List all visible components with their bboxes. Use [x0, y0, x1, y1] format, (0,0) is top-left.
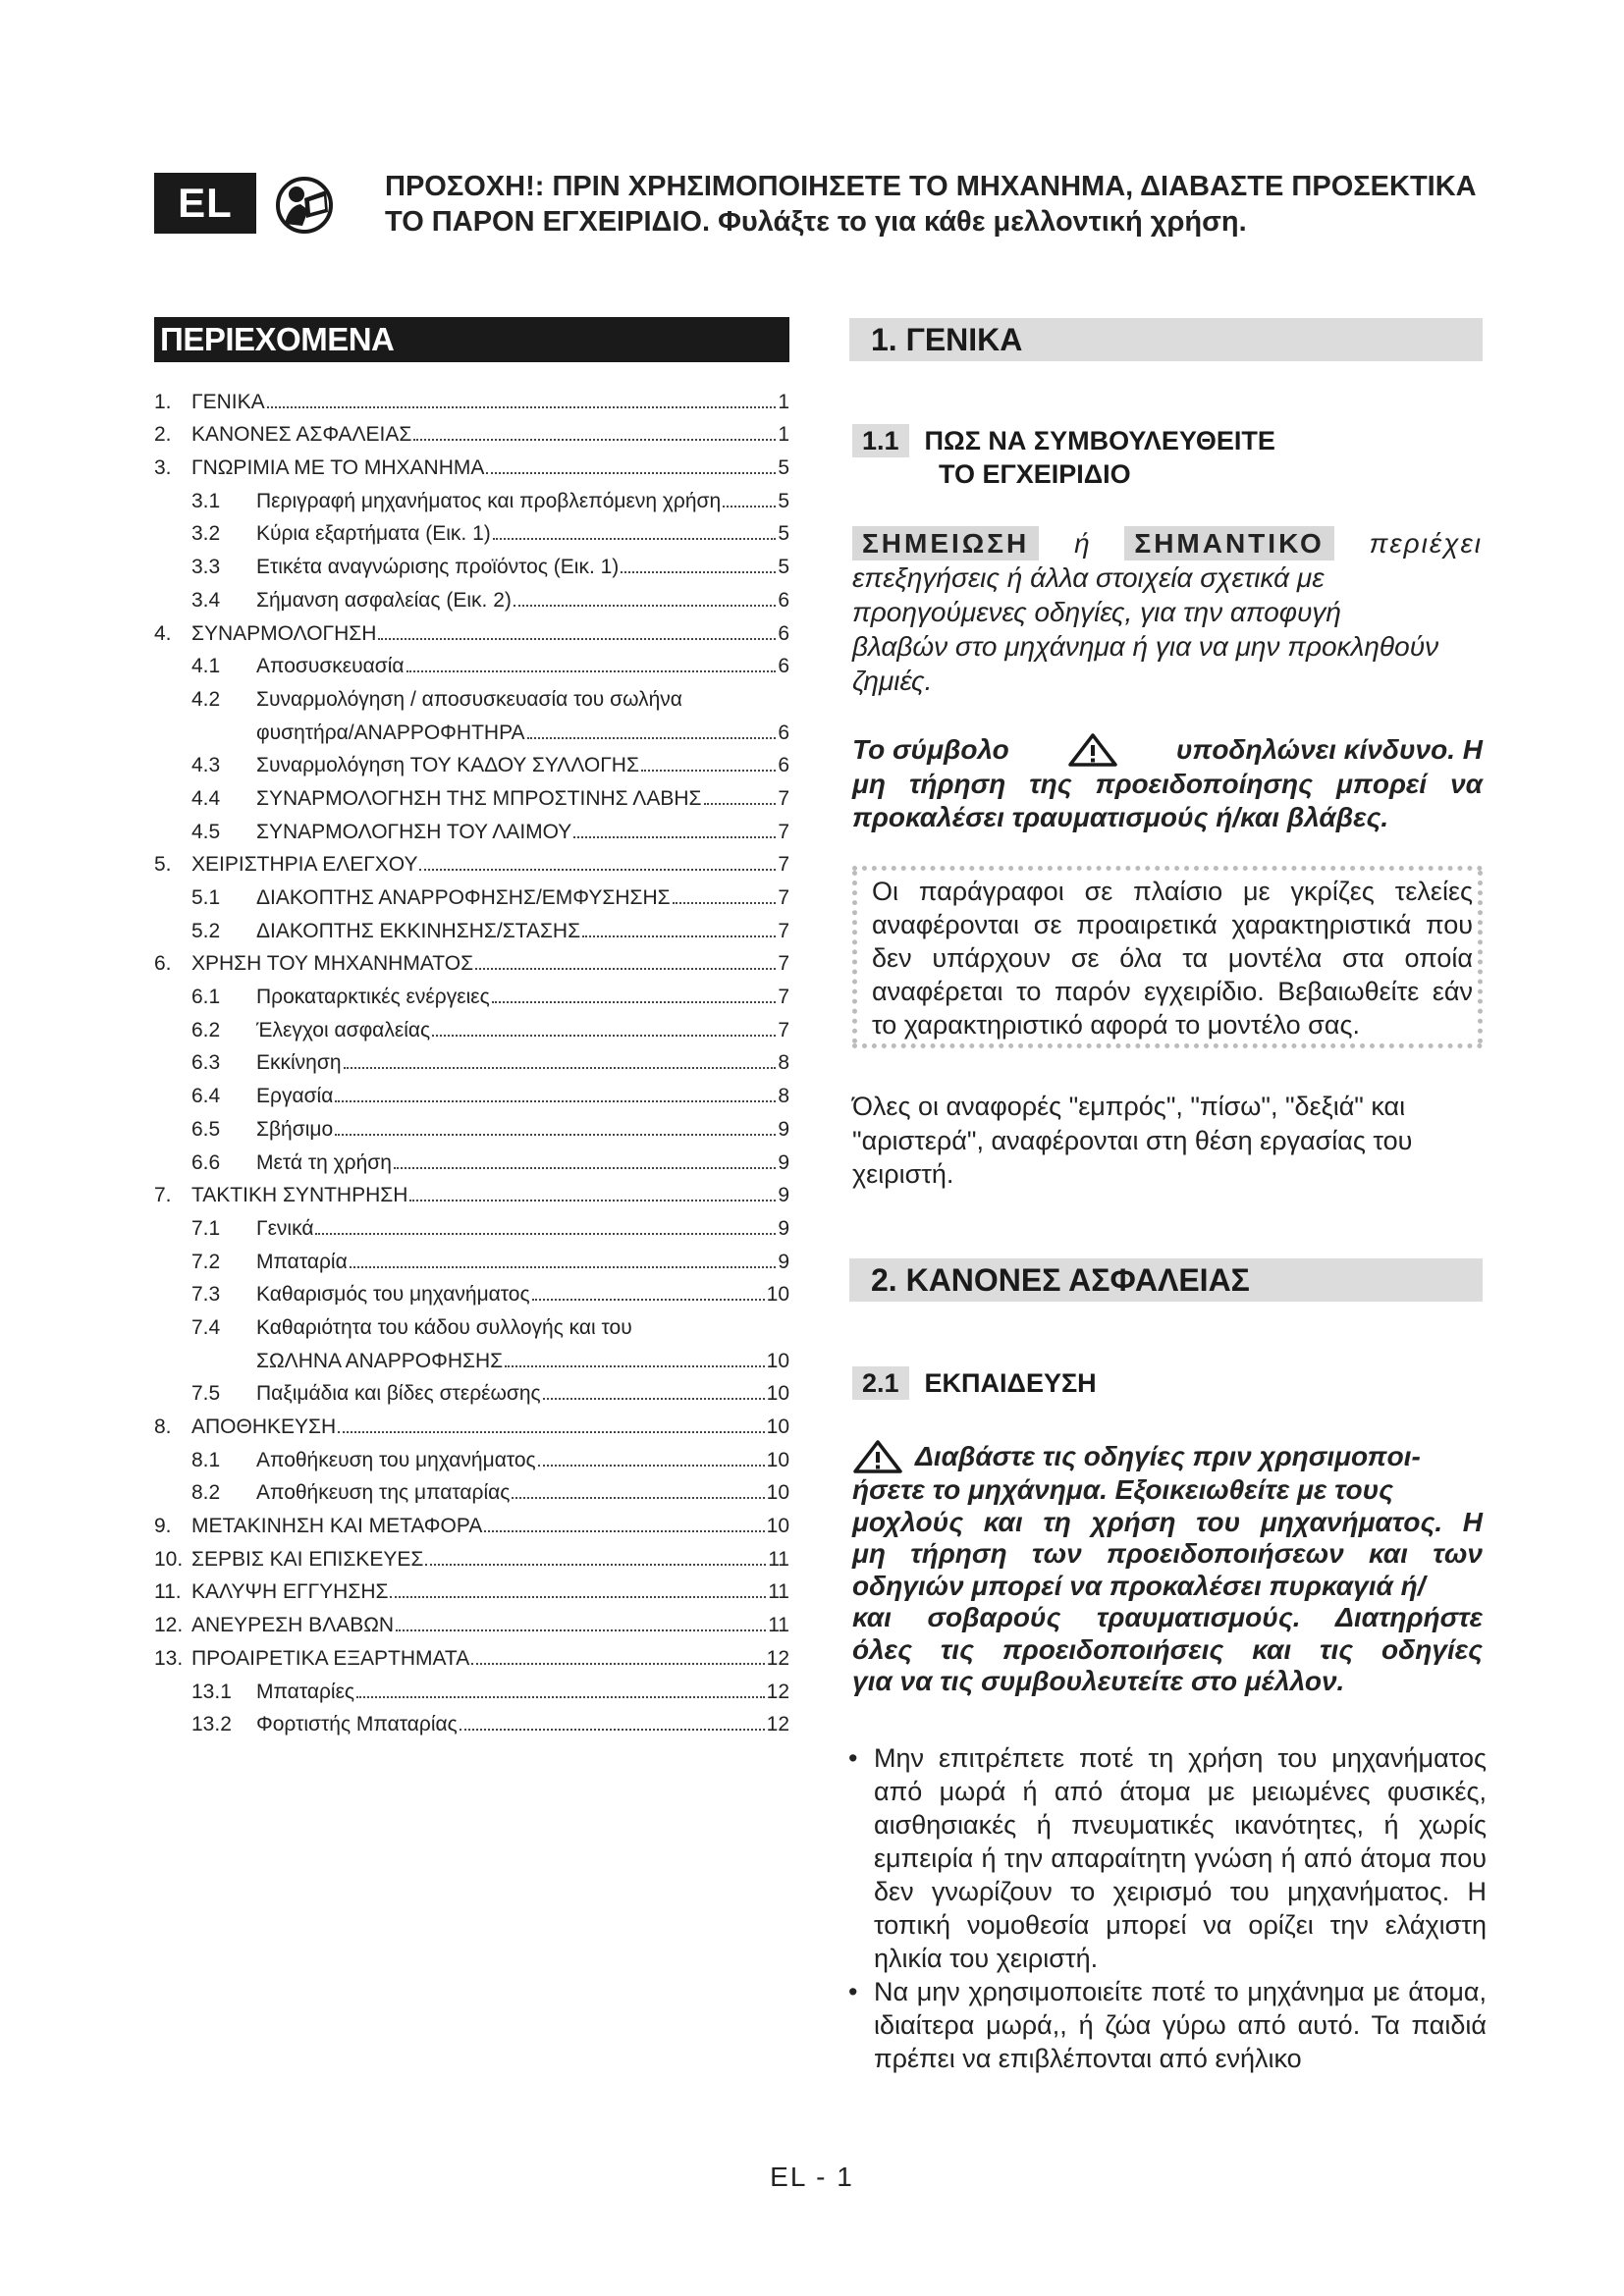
- toc-entry[interactable]: [154, 480, 789, 513]
- toc-entry-page: 9: [778, 1117, 789, 1141]
- toc-entry-title: Μπαταρία: [256, 1250, 348, 1273]
- toc-entry[interactable]: [154, 1604, 789, 1637]
- toc-entry-number: 3.4: [191, 588, 221, 612]
- toc-entry[interactable]: [154, 513, 789, 547]
- toc-entry-page: 8: [778, 1051, 789, 1075]
- toc-entry-page: 10: [766, 1283, 789, 1307]
- toc-entry-number: 6.5: [191, 1117, 221, 1141]
- warning-line-1: ΠΡΟΣΟΧΗ!: ΠΡΙΝ ΧΡΗΣΙΜΟΠΟΙΗΣΕΤΕ ΤΟ ΜΗΧΑΝΗΜΑ, ΔΙΑΒΑΣΤΕ ΠΡΟΣΕΚΤΙΚΑ: [385, 171, 1477, 202]
- toc-entry[interactable]: [154, 646, 789, 679]
- toc-entry-number: 3.2: [191, 522, 221, 546]
- toc-entry[interactable]: [154, 943, 789, 977]
- toc-leader-dots: [543, 1398, 765, 1400]
- toc-entry-number: 3.3: [191, 556, 221, 579]
- bullet-text: Μην επιτρέπετε ποτέ τη χρήση του μηχανήματος από μωρά ή από άτομα με μειωμένες φυσικές, αισθησιακές ή πνευματικές ικανότητες, ή χωρίς εμπειρία ή την απαραίτητη γνώση ή από άτομα που δεν γνωρίζουν το χειρισμό του μηχανήματος. Η τοπική νομοθεσία μπορεί να ορίζει την ελάχιστη ηλικία του χειριστή.: [874, 1743, 1487, 1973]
- toc-entry-title: φυσητήρα/ΑΝΑΡΡΟΦΗΤΗΡΑ: [256, 721, 525, 744]
- warn-line-7: όλες τις προειδοποιήσεις και τις οδηγίες: [852, 1633, 1483, 1665]
- toc-entry-number: 3.1: [191, 489, 221, 512]
- toc-entry-title: Συναρμολόγηση / αποσυσκευασία του σωλήνα: [256, 687, 682, 711]
- toc-entry-title: ΚΑΛΥΨΗ ΕΓΓΥΗΣΗΣ: [191, 1580, 389, 1604]
- toc-entry-page: 5: [778, 556, 789, 579]
- symbol-line-1a: Το σύμβολο: [852, 734, 1009, 765]
- optional-feature-text: Οι παράγραφοι σε πλαίσιο με γκρίζες τελείες αναφέρονται σε προαιρετικά χαρακτηριστικά που δεν υπάρχουν σε όλα τα μοντέλα στα οποία αναφέρεται το παρόν εγχειρίδιο. Βεβαιωθείτε εάν το χαρακτηριστικό αφορά το μοντέλο σας.: [872, 877, 1473, 1040]
- toc-entry-title: Συναρμολόγηση ΤΟΥ ΚΑΔΟΥ ΣΥΛΛΟΓΗΣ: [256, 754, 639, 777]
- bullet-icon: •: [848, 1977, 858, 2006]
- toc-entry-page: 9: [778, 1150, 789, 1174]
- toc-entry-title: ΓΝΩΡΙΜΙΑ ΜΕ ΤΟ ΜΗΧΑΝΗΜΑ: [191, 456, 485, 480]
- toc-entry[interactable]: [154, 447, 789, 480]
- toc-entry[interactable]: [154, 1538, 789, 1572]
- toc-leader-dots: [267, 406, 777, 408]
- toc-entry[interactable]: [154, 976, 789, 1009]
- toc-entry[interactable]: [154, 613, 789, 646]
- toc-entry-number: 4.1: [191, 655, 221, 678]
- toc-entry[interactable]: [154, 1439, 789, 1472]
- toc-entry[interactable]: [154, 1241, 789, 1274]
- note-line-1-end: περιέχει: [1369, 528, 1483, 559]
- toc-entry-number: 10.: [154, 1547, 184, 1571]
- directions-line-3: χειριστή.: [852, 1159, 954, 1189]
- warn-line-3: μοχλούς και τη χρήση του μηχανήματος. Η: [852, 1506, 1483, 1537]
- toc-entry-title: Σβήσιμο: [256, 1117, 334, 1141]
- toc-entry-page: 10: [766, 1349, 789, 1372]
- page-number: EL - 1: [770, 2162, 854, 2192]
- subsection-title: ΕΚΠΑΙΔΕΥΣΗ: [924, 1368, 1097, 1398]
- toc-leader-dots: [390, 1596, 766, 1598]
- subsection-number: 1.1: [852, 424, 909, 457]
- toc-entry-number: 13.: [154, 1646, 184, 1670]
- danger-symbol-explanation: [852, 732, 1483, 834]
- warn-line-2: ήσετε το μηχάνημα. Εξοικειωθείτε με τους: [852, 1474, 1394, 1505]
- toc-entry-page: 7: [778, 886, 789, 909]
- toc-entry-page: 7: [778, 853, 789, 877]
- toc-entry[interactable]: [154, 414, 789, 448]
- or-word: ή: [1074, 528, 1090, 559]
- toc-leader-dots: [419, 869, 776, 871]
- toc-entry-title: Αποσυσκευασία: [256, 655, 405, 678]
- toc-entry-page: 10: [766, 1448, 789, 1471]
- toc-entry-title: ΣΩΛΗΝΑ ΑΝΑΡΡΟΦΗΣΗΣ: [256, 1349, 504, 1372]
- toc-entry[interactable]: [154, 1373, 789, 1407]
- toc-entry-page: 7: [778, 786, 789, 810]
- toc-entry-number: 12.: [154, 1614, 184, 1637]
- toc-entry-title: Περιγραφή μηχανήματος και προβλεπόμενη χρήση: [256, 489, 722, 512]
- toc-leader-dots: [409, 1200, 776, 1201]
- toc-entry-number: 13.2: [191, 1713, 232, 1736]
- warning-triangle-icon: [1067, 732, 1118, 768]
- toc-entry-title: Καθαριότητα του κάδου συλλογής και του: [256, 1315, 632, 1339]
- toc-entry-page: 6: [778, 621, 789, 645]
- toc-entry-number: 2.: [154, 423, 172, 447]
- toc-entry-title: ΣΥΝΑΡΜΟΛΟΓΗΣΗ: [191, 621, 377, 645]
- toc-entry-title: ΧΕΙΡΙΣΤΗΡΙΑ ΕΛΕΓΧΟΥ: [191, 853, 418, 877]
- toc-entry-title: ΣΕΡΒΙΣ ΚΑΙ ΕΠΙΣΚΕΥΕΣ: [191, 1547, 424, 1571]
- symbol-line-3: προκαλέσει τραυματισμούς ή/και βλάβες.: [852, 802, 1389, 832]
- section-1-heading: 1. ΓΕΝΙΚΑ: [849, 318, 1483, 361]
- toc-entry-title: ΠΡΟΑΙΡΕΤΙΚΑ ΕΞΑΡΤΗΜΑΤΑ: [191, 1646, 470, 1670]
- toc-entry[interactable]: [154, 546, 789, 579]
- toc-leader-dots: [356, 1696, 765, 1698]
- table-of-contents: [154, 381, 789, 1736]
- toc-entry-title: Κύρια εξαρτήματα (Εικ. 1): [256, 522, 491, 546]
- toc-leader-dots: [396, 1629, 766, 1631]
- toc-entry-title: Εργασία: [256, 1085, 334, 1108]
- toc-entry[interactable]: [154, 1142, 789, 1175]
- toc-entry-number: 6.2: [191, 1018, 221, 1041]
- toc-leader-dots: [475, 968, 776, 970]
- toc-entry-page: 7: [778, 1018, 789, 1041]
- toc-entry[interactable]: [154, 1505, 789, 1538]
- toc-entry-title: Παξιμάδια και βίδες στερέωσης: [256, 1382, 541, 1406]
- toc-leader-dots: [338, 1431, 764, 1433]
- directions-line-2: "αριστερά", αναφέρονται στη θέση εργασίας του: [852, 1125, 1413, 1155]
- section-2-heading: 2. ΚΑΝΟΝΕΣ ΑΣΦΑΛΕΙΑΣ: [849, 1258, 1483, 1302]
- toc-leader-dots: [486, 472, 776, 474]
- toc-leader-dots: [673, 902, 777, 904]
- toc-entry[interactable]: [154, 1704, 789, 1737]
- directions-line-1: Όλες οι αναφορές "εμπρός", "πίσω", "δεξιά" και: [852, 1092, 1406, 1121]
- warn-line-4: μη τήρηση των προειδοποιήσεων και των: [852, 1538, 1483, 1569]
- toc-entry-number: 4.2: [191, 687, 221, 711]
- toc-leader-dots: [573, 836, 776, 838]
- toc-entry-page: 9: [778, 1184, 789, 1207]
- toc-entry-title: ΧΡΗΣΗ ΤΟΥ ΜΗΧΑΝΗΜΑΤΟΣ: [191, 952, 474, 976]
- toc-leader-dots: [378, 638, 776, 640]
- toc-entry-number: 3.: [154, 456, 172, 480]
- toc-entry[interactable]: [154, 712, 789, 745]
- important-tag: ΣΗΜΑΝΤΙΚΟ: [1124, 526, 1333, 561]
- toc-entry-number: 7.2: [191, 1250, 221, 1273]
- toc-entry[interactable]: [154, 1406, 789, 1439]
- toc-entry[interactable]: [154, 1108, 789, 1142]
- toc-entry-number: 7.4: [191, 1315, 221, 1339]
- toc-leader-dots: [641, 770, 776, 772]
- toc-entry[interactable]: [154, 777, 789, 811]
- toc-entry-page: 6: [778, 754, 789, 777]
- toc-entry-number: 5.2: [191, 919, 221, 942]
- toc-entry[interactable]: [154, 877, 789, 910]
- bullet-icon: •: [848, 1743, 858, 1773]
- note-tag: ΣΗΜΕΙΩΣΗ: [852, 526, 1039, 561]
- warn-line-8: για να τις συμβουλευτείτε στο μέλλον.: [852, 1666, 1345, 1696]
- toc-entry[interactable]: [154, 1175, 789, 1208]
- toc-entry[interactable]: [154, 1307, 789, 1340]
- toc-entry[interactable]: [154, 1472, 789, 1506]
- toc-leader-dots: [582, 935, 776, 937]
- toc-entry-number: 7.3: [191, 1283, 221, 1307]
- toc-entry-number: 11.: [154, 1580, 182, 1604]
- language-badge: EL: [154, 173, 256, 234]
- toc-entry-page: 6: [778, 655, 789, 678]
- bullet-text: Να μην χρησιμοποιείτε ποτέ το μηχάνημα με άτομα, ιδιαίτερα μωρά,, ή ζώα γύρω από αυτό. Τα παιδιά πρέπει να επιβλέπονται από ενήλικο: [874, 1977, 1487, 2073]
- toc-leader-dots: [484, 1530, 764, 1532]
- symbol-line-2: μη τήρηση της προειδοποίησης μπορεί να: [852, 769, 1483, 799]
- toc-entry-title: ΔΙΑΚΟΠΤΗΣ ΑΝΑΡΡΟΦΗΣΗΣ/ΕΜΦΥΣΗΣΗΣ: [256, 886, 671, 909]
- toc-entry-title: ΔΙΑΚΟΠΤΗΣ ΕΚΚΙΝΗΣΗΣ/ΣΤΑΣΗΣ: [256, 919, 581, 942]
- note-line-3: προηγούμενες οδηγίες, για την αποφυγή: [852, 597, 1341, 627]
- toc-leader-dots: [335, 1134, 776, 1136]
- toc-entry-title: ΣΥΝΑΡΜΟΛΟΓΗΣΗ ΤΗΣ ΜΠΡΟΣΤΙΝΗΣ ΛΑΒΗΣ: [256, 786, 702, 810]
- toc-entry-page: 10: [766, 1481, 789, 1505]
- toc-entry-title: Προκαταρκτικές ενέργειες: [256, 986, 490, 1009]
- toc-entry-number: 8.1: [191, 1448, 221, 1471]
- warning-triangle-icon: [852, 1439, 903, 1474]
- toc-entry-number: 7.5: [191, 1382, 221, 1406]
- toc-leader-dots: [406, 670, 777, 672]
- toc-title: ΠΕΡΙΕΧΟΜΕΝΑ: [154, 317, 789, 362]
- subsection-2-1-heading: [852, 1366, 1097, 1400]
- toc-leader-dots: [315, 1233, 776, 1235]
- toc-entry-number: 6.6: [191, 1150, 221, 1174]
- toc-entry[interactable]: [154, 910, 789, 943]
- toc-entry[interactable]: [154, 844, 789, 878]
- toc-entry-page: 8: [778, 1085, 789, 1108]
- toc-entry-title: Γενικά: [256, 1216, 314, 1240]
- toc-entry-page: 10: [766, 1382, 789, 1406]
- toc-leader-dots: [538, 1465, 765, 1467]
- toc-entry-title: ΑΝΕΥΡΕΣΗ ΒΛΑΒΩΝ: [191, 1614, 395, 1637]
- toc-entry-number: 8.2: [191, 1481, 221, 1505]
- toc-leader-dots: [704, 803, 777, 805]
- toc-entry-title: Αποθήκευση της μπαταρίας: [256, 1481, 511, 1505]
- toc-entry-number: 4.4: [191, 786, 221, 810]
- note-line-5: ζημιές.: [852, 666, 933, 696]
- toc-entry-page: 9: [778, 1216, 789, 1240]
- warning-line-2: ΤΟ ΠΑΡΟΝ ΕΓΧΕΙΡΙΔΙΟ. Φυλάξτε το για κάθε μελλοντική χρήση.: [385, 206, 1247, 238]
- toc-entry[interactable]: [154, 1671, 789, 1704]
- toc-entry-page: 6: [778, 588, 789, 612]
- toc-leader-dots: [350, 1266, 777, 1268]
- toc-entry-page: 7: [778, 919, 789, 942]
- list-item: [848, 1975, 1487, 2075]
- toc-leader-dots: [493, 538, 777, 540]
- toc-entry[interactable]: [154, 579, 789, 613]
- toc-entry[interactable]: [154, 1274, 789, 1308]
- toc-entry[interactable]: [154, 678, 789, 712]
- toc-entry-page: 10: [766, 1515, 789, 1538]
- toc-entry[interactable]: [154, 1637, 789, 1671]
- toc-entry-page: 1: [778, 390, 789, 413]
- toc-entry-number: 5.1: [191, 886, 221, 909]
- toc-entry-page: 11: [768, 1547, 789, 1571]
- toc-leader-dots: [432, 1035, 776, 1037]
- toc-leader-dots: [505, 1365, 765, 1367]
- toc-leader-dots: [621, 571, 776, 573]
- subsection-number: 2.1: [852, 1366, 909, 1400]
- toc-entry[interactable]: [154, 1572, 789, 1605]
- warn-line-1: Διαβάστε τις οδηγίες πριν χρησιμοποι-: [915, 1440, 1421, 1471]
- toc-entry-number: 4.: [154, 621, 172, 645]
- toc-entry-page: 5: [778, 456, 789, 480]
- toc-entry-title: ΓΕΝΙΚΑ: [191, 390, 265, 413]
- toc-entry[interactable]: [154, 1207, 789, 1241]
- toc-leader-dots: [514, 605, 776, 607]
- toc-entry-number: 8.: [154, 1415, 172, 1438]
- toc-entry-number: 5.: [154, 853, 172, 877]
- toc-entry-number: 6.4: [191, 1085, 221, 1108]
- toc-entry-number: 4.5: [191, 820, 221, 843]
- directions-note: [852, 1090, 1483, 1192]
- toc-entry-title: Καθαρισμός του μηχανήματος: [256, 1283, 530, 1307]
- toc-leader-dots: [471, 1663, 764, 1665]
- toc-entry-page: 7: [778, 986, 789, 1009]
- toc-entry-title: Αποθήκευση του μηχανήματος: [256, 1448, 536, 1471]
- toc-entry-title: Ετικέτα αναγνώρισης προϊόντος (Εικ. 1): [256, 556, 620, 579]
- training-warning: [852, 1439, 1483, 1698]
- toc-entry[interactable]: [154, 1075, 789, 1108]
- toc-entry-number: 4.3: [191, 754, 221, 777]
- manual-warning-heading: [385, 169, 1514, 240]
- toc-entry-number: 13.1: [191, 1680, 232, 1703]
- toc-leader-dots: [512, 1497, 764, 1499]
- toc-leader-dots: [492, 1001, 777, 1003]
- toc-entry-title: Σήμανση ασφαλείας (Εικ. 2): [256, 588, 512, 612]
- toc-entry-page: 5: [778, 489, 789, 512]
- subsection-title-line-2: ΤΟ ΕΓΧΕΙΡΙΔΙΟ: [939, 459, 1131, 489]
- safety-bullet-list: [848, 1741, 1487, 2075]
- toc-entry-page: 10: [766, 1415, 789, 1438]
- toc-entry[interactable]: [154, 1340, 789, 1373]
- toc-entry-number: 6.3: [191, 1051, 221, 1075]
- toc-entry-number: 6.1: [191, 986, 221, 1009]
- warn-line-6: και σοβαρούς τραυματισμούς. Διατηρήστε: [852, 1602, 1483, 1632]
- note-line-2: επεξηγήσεις ή άλλα στοιχεία σχετικά με: [852, 562, 1325, 593]
- toc-entry[interactable]: [154, 745, 789, 778]
- note-explanation: [852, 526, 1483, 698]
- toc-entry-title: ΤΑΚΤΙΚΗ ΣΥΝΤΗΡΗΣΗ: [191, 1184, 408, 1207]
- toc-entry-page: 9: [778, 1250, 789, 1273]
- toc-entry-title: Έλεγχοι ασφαλείας: [256, 1018, 431, 1041]
- toc-entry-page: 12: [766, 1646, 789, 1670]
- toc-entry[interactable]: [154, 1009, 789, 1042]
- toc-entry-title: Μετά τη χρήση: [256, 1150, 392, 1174]
- subsection-1-1-heading: [852, 424, 1275, 491]
- toc-entry-page: 12: [766, 1680, 789, 1703]
- toc-entry-page: 1: [778, 423, 789, 447]
- toc-leader-dots: [723, 506, 776, 507]
- toc-leader-dots: [460, 1729, 765, 1731]
- toc-entry-title: ΣΥΝΑΡΜΟΛΟΓΗΣΗ ΤΟΥ ΛΑΙΜΟΥ: [256, 820, 572, 843]
- symbol-line-1b: υποδηλώνει κίνδυνο. Η: [1175, 734, 1483, 765]
- toc-entry-page: 6: [778, 721, 789, 744]
- toc-entry-number: 9.: [154, 1515, 172, 1538]
- toc-entry-number: 7.1: [191, 1216, 221, 1240]
- toc-entry[interactable]: [154, 811, 789, 844]
- toc-leader-dots: [394, 1167, 776, 1169]
- toc-entry-title: Εκκίνηση: [256, 1051, 342, 1075]
- toc-leader-dots: [425, 1564, 766, 1566]
- toc-leader-dots: [413, 439, 776, 441]
- warn-line-5: οδηγιών μπορεί να προκαλέσει πυρκαγιά ή/: [852, 1570, 1426, 1601]
- subsection-title-line-1: ΠΩΣ ΝΑ ΣΥΜΒΟΥΛΕΥΘΕΙΤΕ: [924, 426, 1275, 455]
- toc-entry[interactable]: [154, 381, 789, 414]
- toc-entry-number: 6.: [154, 952, 172, 976]
- read-manual-icon: [275, 173, 338, 236]
- list-item: [848, 1741, 1487, 1975]
- toc-entry-page: 11: [768, 1614, 789, 1637]
- note-line-4: βλαβών στο μηχάνημα ή για να μην προκληθούν: [852, 631, 1439, 662]
- toc-entry-title: Μπαταρίες: [256, 1680, 355, 1703]
- toc-entry-number: 1.: [154, 390, 172, 413]
- toc-entry-page: 12: [766, 1713, 789, 1736]
- toc-entry-page: 7: [778, 820, 789, 843]
- toc-entry-title: Φορτιστής Μπαταρίας: [256, 1713, 458, 1736]
- toc-leader-dots: [532, 1299, 765, 1301]
- toc-entry-title: ΜΕΤΑΚΙΝΗΣΗ ΚΑΙ ΜΕΤΑΦΟΡΑ: [191, 1515, 483, 1538]
- toc-entry-page: 7: [778, 952, 789, 976]
- toc-entry-number: 7.: [154, 1184, 172, 1207]
- toc-entry-title: ΚΑΝΟΝΕΣ ΑΣΦΑΛΕΙΑΣ: [191, 423, 412, 447]
- toc-leader-dots: [527, 737, 777, 739]
- toc-entry-title: ΑΠΟΘΗΚΕΥΣΗ: [191, 1415, 337, 1438]
- toc-entry-page: 11: [768, 1580, 789, 1604]
- toc-entry-page: 5: [778, 522, 789, 546]
- toc-leader-dots: [344, 1067, 777, 1069]
- toc-leader-dots: [335, 1100, 776, 1102]
- toc-entry[interactable]: [154, 1042, 789, 1076]
